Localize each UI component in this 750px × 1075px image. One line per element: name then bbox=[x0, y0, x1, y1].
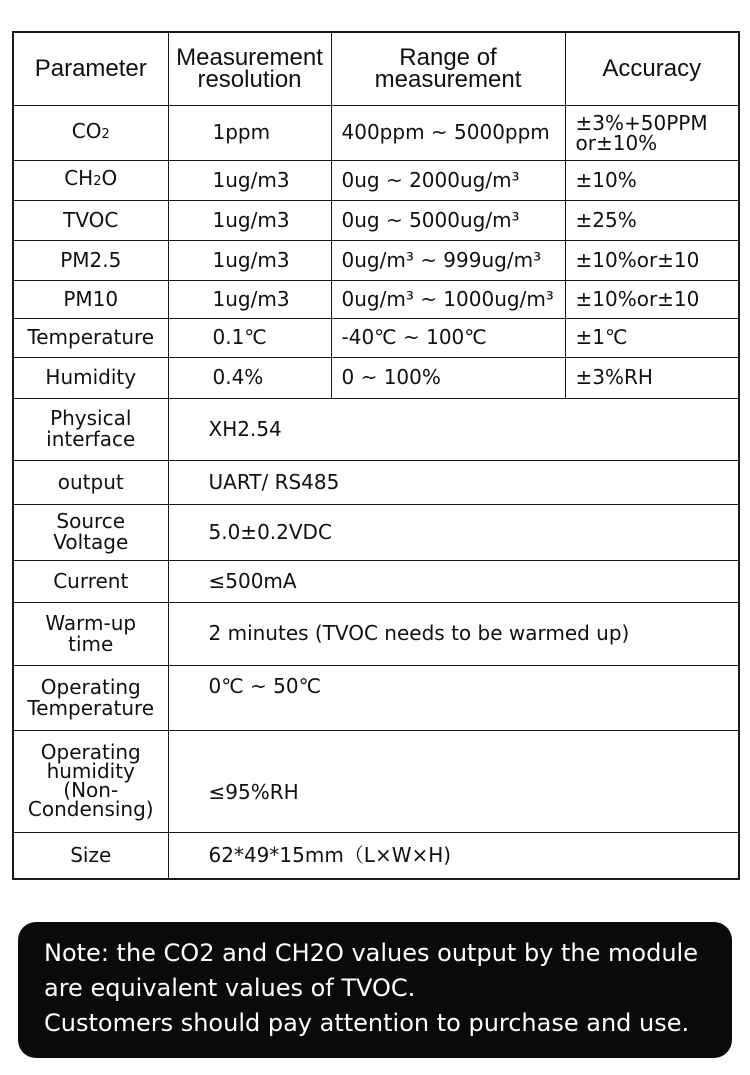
accuracy-cell: ±3%RH bbox=[565, 357, 739, 398]
spec-row bbox=[13, 398, 739, 460]
spec-value-cell: UART/ RS485 bbox=[168, 460, 739, 504]
spec-value-cell: ≤500mA bbox=[168, 560, 739, 602]
table-row bbox=[13, 160, 739, 200]
range-cell: 0 ~ 100% bbox=[331, 357, 565, 398]
spec-row bbox=[13, 665, 739, 730]
accuracy-cell: ±1℃ bbox=[565, 318, 739, 357]
param-cell: PM2.5 bbox=[13, 240, 168, 280]
note-line-1: Note: the CO2 and CH2O values output by the module bbox=[44, 939, 698, 967]
note-line-2: are equivalent values of TVOC. bbox=[44, 974, 416, 1002]
spec-param-cell: Operating Temperature bbox=[13, 665, 168, 730]
spec-row bbox=[13, 602, 739, 665]
spec-param-cell: Operating humidity (Non-Condensing) bbox=[13, 730, 168, 832]
spec-param-cell: Size bbox=[13, 832, 168, 879]
spec-param-cell: Physical interface bbox=[13, 398, 168, 460]
param-subscript: 2 bbox=[101, 126, 110, 142]
param-text: CH bbox=[64, 166, 94, 190]
param-cell bbox=[13, 160, 168, 200]
spec-value-cell: 2 minutes (TVOC needs to be warmed up) bbox=[168, 602, 739, 665]
spec-row bbox=[13, 460, 739, 504]
resolution-cell: 1ug/m3 bbox=[168, 280, 331, 318]
accuracy-cell: ±3%+50PPM or±10% bbox=[565, 105, 739, 160]
spec-row bbox=[13, 504, 739, 560]
range-cell: 0ug/m³ ~ 1000ug/m³ bbox=[331, 280, 565, 318]
header-row bbox=[13, 32, 739, 105]
resolution-cell: 1ug/m3 bbox=[168, 240, 331, 280]
param-cell bbox=[13, 105, 168, 160]
resolution-cell: 1ppm bbox=[168, 105, 331, 160]
spec-value-cell: XH2.54 bbox=[168, 398, 739, 460]
param-text: CO bbox=[71, 118, 102, 143]
param-cell: TVOC bbox=[13, 200, 168, 240]
header-accuracy: Accuracy bbox=[565, 32, 739, 105]
range-cell: 0ug/m³ ~ 999ug/m³ bbox=[331, 240, 565, 280]
accuracy-cell: ±25% bbox=[565, 200, 739, 240]
note-line-3: Customers should pay attention to purchase and use. bbox=[44, 1009, 690, 1037]
table-row bbox=[13, 357, 739, 398]
param-cell: PM10 bbox=[13, 280, 168, 318]
table-row bbox=[13, 280, 739, 318]
table-row bbox=[13, 240, 739, 280]
range-cell: 0ug ~ 2000ug/m³ bbox=[331, 160, 565, 200]
resolution-cell: 0.1℃ bbox=[168, 318, 331, 357]
spec-value-cell: 5.0±0.2VDC bbox=[168, 504, 739, 560]
spec-value-cell: 0℃ ~ 50℃ bbox=[168, 665, 739, 730]
resolution-cell: 0.4% bbox=[168, 357, 331, 398]
param-tail: O bbox=[101, 166, 118, 190]
param-cell: Temperature bbox=[13, 318, 168, 357]
param-cell: Humidity bbox=[13, 357, 168, 398]
resolution-cell: 1ug/m3 bbox=[168, 200, 331, 240]
table-row bbox=[13, 318, 739, 357]
range-cell: 400ppm ~ 5000ppm bbox=[331, 105, 565, 160]
spec-row bbox=[13, 730, 739, 832]
note-box bbox=[18, 922, 732, 1058]
accuracy-cell: ±10%or±10 bbox=[565, 240, 739, 280]
header-resolution: Measurement resolution bbox=[168, 32, 331, 105]
accuracy-cell: ±10%or±10 bbox=[565, 280, 739, 318]
spec-value-cell: 62*49*15mm（L×W×H) bbox=[168, 832, 739, 879]
range-cell: -40℃ ~ 100℃ bbox=[331, 318, 565, 357]
spec-param-cell: Warm-up time bbox=[13, 602, 168, 665]
spec-param-cell: Source Voltage bbox=[13, 504, 168, 560]
table-row bbox=[13, 200, 739, 240]
accuracy-cell: ±10% bbox=[565, 160, 739, 200]
header-parameter: Parameter bbox=[13, 32, 168, 105]
spec-param-cell: output bbox=[13, 460, 168, 504]
resolution-cell: 1ug/m3 bbox=[168, 160, 331, 200]
param-subscript: 2 bbox=[93, 174, 102, 189]
spec-value-cell: ≤95%RH bbox=[168, 730, 739, 832]
header-range: Range of measurement bbox=[331, 32, 565, 105]
spec-table bbox=[12, 31, 740, 880]
table-row bbox=[13, 105, 739, 160]
range-cell: 0ug ~ 5000ug/m³ bbox=[331, 200, 565, 240]
spec-param-cell: Current bbox=[13, 560, 168, 602]
spec-row bbox=[13, 560, 739, 602]
spec-row bbox=[13, 832, 739, 879]
